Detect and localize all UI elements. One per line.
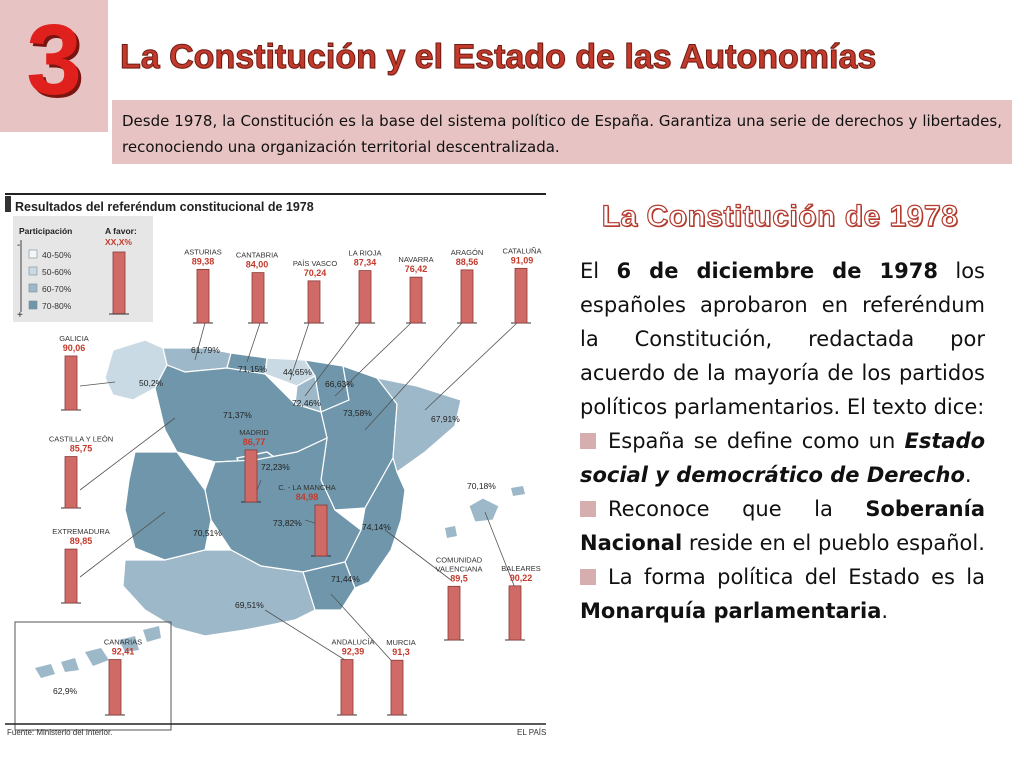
title-marker (5, 196, 11, 212)
bar-pa-s-vasco (308, 281, 320, 323)
bar-region-label: ARAGÓN (450, 247, 484, 257)
bar-value-label: 90,22 (509, 572, 533, 583)
b2-emphasis: Soberanía Nacional (580, 497, 985, 555)
bar-region-label: VALENCIANA (435, 564, 483, 574)
participation-label: 73,58% (343, 408, 372, 418)
bar-castilla-y-le-n (65, 457, 77, 508)
bar-baleares (509, 586, 521, 640)
legend-participation-title: Participación (19, 226, 73, 236)
legend-range-label: 70-80% (42, 301, 72, 311)
bar-navarra (410, 277, 422, 323)
bar-value-label: 92,39 (341, 646, 365, 657)
b1-text-a: España se define como un (608, 429, 905, 453)
bar-value-label: 90,06 (62, 342, 86, 353)
b1-text-c: . (964, 463, 972, 487)
bullet-square-icon (580, 433, 596, 449)
b1-emphasis: Estado social y democrático de Derecho (580, 429, 985, 487)
paragraph-intro (580, 254, 985, 424)
p1-date: 6 de diciembre de 1978 (616, 259, 938, 283)
bar-region-label: MADRID (239, 427, 269, 437)
section-number-box (0, 0, 108, 132)
bullet-square-icon (580, 501, 596, 517)
legend-swatch (29, 250, 37, 258)
bar-value-label: 84,98 (295, 492, 319, 503)
bar-la-rioja (359, 271, 371, 323)
region-baleares-menorca (511, 486, 525, 496)
bar-asturias (197, 269, 209, 323)
bar-madrid (245, 450, 257, 502)
bar-region-label: CASTILLA Y LEÓN (48, 434, 114, 444)
participation-label: 67,91% (431, 414, 460, 424)
section-subtitle: La Constitución de 1978 (601, 200, 959, 233)
b3-text-c: . (881, 599, 889, 623)
bar-value-label: 88,56 (455, 256, 479, 267)
region-canarias-island-5 (143, 626, 161, 642)
bar-value-label: 84,00 (245, 259, 269, 270)
bullet-1 (580, 424, 985, 492)
participation-label: 72,46% (292, 398, 321, 408)
legend-swatch (29, 301, 37, 309)
referendum-map-figure (5, 190, 546, 740)
bar-galicia (65, 356, 77, 410)
bar-region-label: C. - LA MANCHA (278, 483, 336, 493)
body-text (580, 254, 985, 628)
b3-emphasis: Monarquía parlamentaria (580, 599, 882, 623)
legend-favor-title: A favor: (105, 226, 137, 236)
bar-value-label: 91,09 (510, 255, 534, 266)
bar-catalu-a (515, 268, 527, 323)
bullet-2 (580, 492, 985, 560)
participation-label: 50,2% (139, 378, 164, 388)
bar-region-label: CANTABRIA (235, 250, 279, 260)
legend-range-label: 60-70% (42, 284, 72, 294)
bar-region-label: LA RIOJA (348, 248, 382, 258)
chart-credit: EL PAÍS (517, 728, 546, 737)
page-title: La Constitución y el Estado de las Autonomías (120, 38, 877, 76)
bar-region-label: ASTURIAS (184, 247, 222, 257)
participation-label: 66,63% (325, 379, 354, 389)
bar-region-label: BALEARES (501, 563, 541, 573)
participation-label: 62,9% (53, 686, 78, 696)
participation-label: 61,79% (191, 345, 220, 355)
bar-region-label: MURCIA (386, 638, 416, 648)
legend-range-label: 40-50% (42, 250, 72, 260)
bar-region-label: NAVARRA (398, 255, 434, 265)
bar-region-label: COMUNIDAD (435, 555, 483, 565)
bar-value-label: 89,38 (191, 256, 215, 267)
chart-title: Resultados del referéndum constitucional de 1978 (15, 200, 314, 214)
legend-minus: - (17, 240, 21, 251)
bar-murcia (391, 660, 403, 715)
b3-text-a: La forma política del Estado es la (608, 565, 985, 589)
bar-canarias (109, 660, 121, 715)
bar-value-label: 76,42 (404, 264, 428, 275)
participation-label: 70,18% (467, 481, 496, 491)
participation-label: 69,51% (235, 600, 264, 610)
region-canarias-island-2 (61, 658, 79, 672)
bar-region-label: CANARIAS (103, 637, 143, 647)
participation-label: 44,65% (283, 367, 312, 377)
legend-swatch (29, 284, 37, 292)
participation-label: 71,37% (223, 410, 252, 420)
chart-source: Fuente: Ministerio del Interior. (7, 728, 113, 737)
bar-value-label: 91,3 (392, 647, 410, 658)
legend-sample-bar (113, 252, 125, 314)
bar-region-label: EXTREMADURA (52, 527, 110, 537)
bullet-3 (580, 560, 985, 628)
bar-andaluc-a (341, 660, 353, 715)
bar-value-label: 86,77 (242, 436, 266, 447)
bar-comunidad-valenciana (448, 586, 460, 640)
intro-text: Desde 1978, la Constitución es la base del sistema político de España. Garantiza una serie de derechos y libertades, reconociendo una organización territorial descentralizada. (112, 100, 1012, 164)
bar-region-label: CATALUÑA (502, 246, 542, 256)
bar-value-label: 87,34 (353, 257, 377, 268)
participation-label: 70,51% (193, 528, 222, 538)
region-baleares-ibiza (445, 526, 457, 538)
legend-range-label: 50-60% (42, 267, 72, 277)
region-canarias-island-1 (35, 664, 55, 678)
section-number: 3 (26, 4, 82, 116)
b2-text-c: reside en el pueblo español. (682, 531, 985, 555)
participation-label: 72,23% (261, 462, 290, 472)
legend-swatch (29, 267, 37, 275)
bar-region-label: ANDALUCÍA (331, 637, 375, 647)
bar-value-label: 85,75 (69, 443, 93, 454)
region-canarias-island-3 (85, 648, 109, 666)
bar-cantabria (252, 273, 264, 323)
p1-text-a: El (580, 259, 617, 283)
bar-extremadura (65, 549, 77, 603)
region-baleares-mallorca (469, 498, 499, 522)
participation-label: 71,15% (238, 364, 267, 374)
legend-plus: + (17, 310, 23, 321)
bar-value-label: 92,41 (111, 646, 135, 657)
region-extremadura (125, 452, 211, 560)
p1-text-c: los españoles aprobaron en referéndum la Constitución, redactada por acuerdo de la mayoría de los partidos políticos parlamentarios. El texto dice: (580, 259, 985, 419)
bar-arag-n (461, 270, 473, 323)
legend-favor-sample: XX,X% (105, 237, 132, 247)
participation-label: 71,44% (331, 574, 360, 584)
participation-label: 74,14% (362, 522, 391, 532)
bar-region-label: PAÍS VASCO (292, 258, 338, 268)
participation-label: 73,82% (273, 518, 302, 528)
bar-value-label: 89,85 (69, 536, 93, 547)
bar-value-label: 89,5 (450, 573, 468, 584)
bar-c-la-mancha (315, 505, 327, 556)
referendum-chart (5, 190, 546, 740)
b2-text-a: Reconoce que la (608, 497, 866, 521)
bar-region-label: GALICIA (59, 333, 89, 343)
bar-value-label: 70,24 (303, 267, 327, 278)
bullet-square-icon (580, 569, 596, 585)
